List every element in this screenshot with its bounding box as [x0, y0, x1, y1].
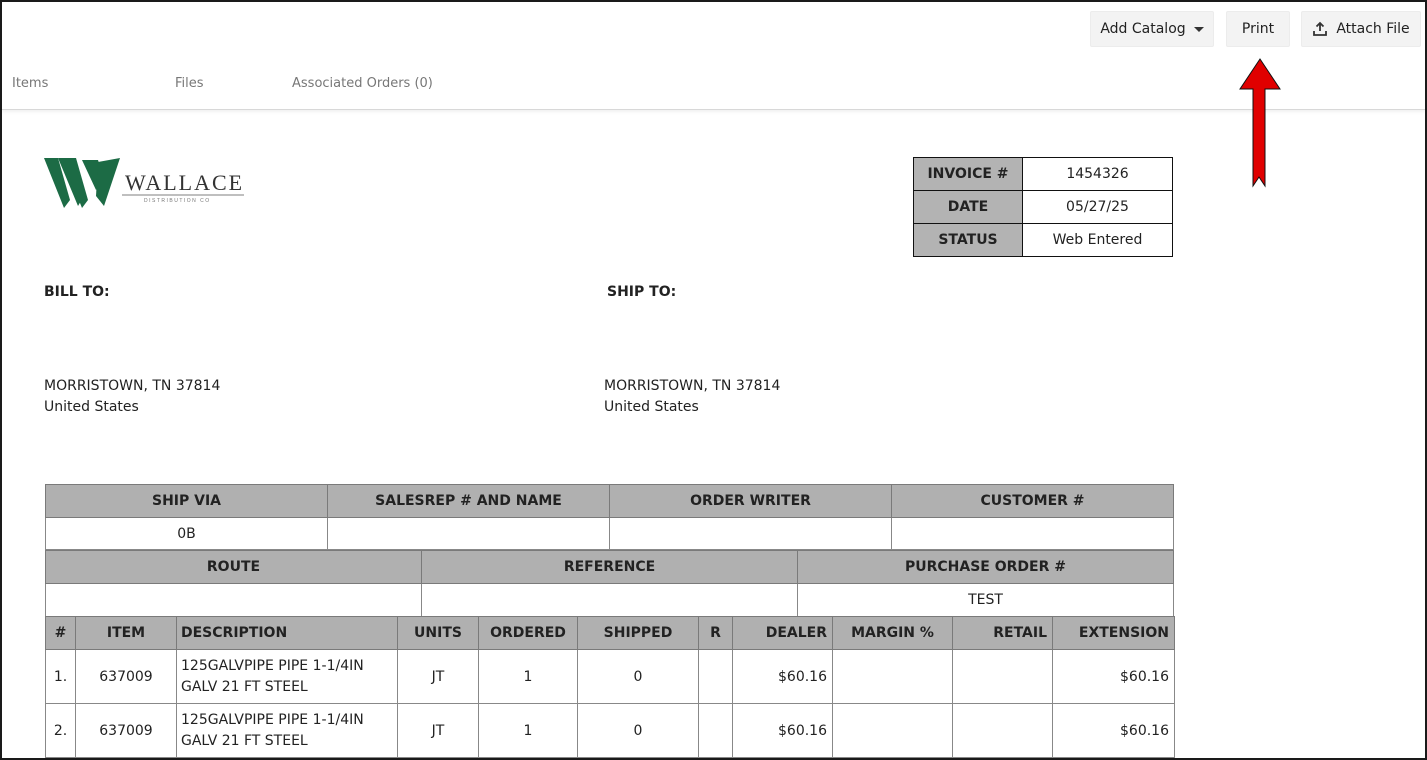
table-row	[46, 650, 1175, 704]
attach-file-button[interactable]	[1301, 11, 1421, 47]
reference-table	[45, 550, 1174, 617]
row-retail	[953, 704, 1053, 758]
salesrep-header: SALESREP # AND NAME	[328, 485, 610, 518]
row-r	[699, 650, 733, 704]
row-number: 1.	[46, 650, 76, 704]
row-description-line2: GALV 21 FT STEEL	[181, 678, 308, 695]
col-margin-header: MARGIN %	[833, 617, 953, 650]
bill-to-line1: MORRISTOWN, TN 37814	[44, 378, 221, 394]
col-units-header: UNITS	[398, 617, 479, 650]
col-number-header: #	[46, 617, 76, 650]
print-button[interactable]	[1226, 11, 1290, 47]
order-writer-header: ORDER WRITER	[610, 485, 892, 518]
row-r	[699, 704, 733, 758]
row-ordered: 1	[479, 650, 578, 704]
row-extension: $60.16	[1053, 704, 1175, 758]
add-catalog-label: Add Catalog	[1100, 21, 1186, 37]
col-extension-header: EXTENSION	[1053, 617, 1175, 650]
caret-down-icon	[1194, 27, 1204, 32]
toolbar	[2, 2, 1425, 110]
bill-to-address	[44, 376, 220, 418]
customer-number-value	[892, 518, 1174, 550]
bill-to-line2: United States	[44, 399, 139, 415]
row-item: 637009	[76, 704, 177, 758]
row-margin	[833, 704, 953, 758]
row-description-line1: 125GALVPIPE PIPE 1-1/4IN	[181, 711, 364, 728]
status-value: Web Entered	[1023, 224, 1173, 257]
row-retail	[953, 650, 1053, 704]
items-table	[45, 616, 1175, 758]
col-item-header: ITEM	[76, 617, 177, 650]
invoice-number-value: 1454326	[1023, 158, 1173, 191]
col-ordered-header: ORDERED	[479, 617, 578, 650]
row-description	[177, 704, 398, 758]
row-number: 2.	[46, 704, 76, 758]
row-shipped: 0	[578, 704, 699, 758]
ship-via-value: 0B	[46, 518, 328, 550]
annotation-arrow-icon	[1238, 58, 1282, 188]
purchase-order-value: TEST	[798, 584, 1174, 617]
date-value: 05/27/25	[1023, 191, 1173, 224]
row-extension: $60.16	[1053, 650, 1175, 704]
ship-to-address	[604, 376, 780, 418]
row-description-line2: GALV 21 FT STEEL	[181, 732, 308, 749]
reference-value	[422, 584, 798, 617]
row-dealer: $60.16	[733, 704, 833, 758]
row-item: 637009	[76, 650, 177, 704]
col-r-header: R	[699, 617, 733, 650]
row-description	[177, 650, 398, 704]
bill-to-label: BILL TO:	[44, 284, 110, 300]
row-ordered: 1	[479, 704, 578, 758]
status-label: STATUS	[914, 224, 1023, 257]
date-label: DATE	[914, 191, 1023, 224]
ship-to-label: SHIP TO:	[607, 284, 677, 300]
table-row	[46, 704, 1175, 758]
print-label: Print	[1241, 21, 1275, 37]
invoice-number-label: INVOICE #	[914, 158, 1023, 191]
tab-associated-orders[interactable]: Associated Orders (0)	[292, 76, 433, 91]
route-header: ROUTE	[46, 551, 422, 584]
shipping-table	[45, 484, 1174, 550]
attach-file-label: Attach File	[1336, 21, 1410, 37]
col-dealer-header: DEALER	[733, 617, 833, 650]
purchase-order-header: PURCHASE ORDER #	[798, 551, 1174, 584]
invoice-info-table	[913, 157, 1173, 257]
tab-files[interactable]: Files	[175, 76, 204, 91]
col-description-header: DESCRIPTION	[177, 617, 398, 650]
row-units: JT	[398, 704, 479, 758]
ship-via-header: SHIP VIA	[46, 485, 328, 518]
row-description-line1: 125GALVPIPE PIPE 1-1/4IN	[181, 657, 364, 674]
wallace-logo	[44, 156, 254, 212]
col-shipped-header: SHIPPED	[578, 617, 699, 650]
ship-to-line1: MORRISTOWN, TN 37814	[604, 378, 781, 394]
row-margin	[833, 650, 953, 704]
col-retail-header: RETAIL	[953, 617, 1053, 650]
logo-subtitle: DISTRIBUTION CO	[144, 198, 211, 204]
row-shipped: 0	[578, 650, 699, 704]
row-units: JT	[398, 650, 479, 704]
reference-header: REFERENCE	[422, 551, 798, 584]
order-writer-value	[610, 518, 892, 550]
row-dealer: $60.16	[733, 650, 833, 704]
tab-items[interactable]: Items	[12, 76, 49, 91]
salesrep-value	[328, 518, 610, 550]
logo-name: WALLACE	[125, 170, 245, 195]
route-value	[46, 584, 422, 617]
upload-icon	[1312, 21, 1328, 37]
ship-to-line2: United States	[604, 399, 699, 415]
customer-number-header: CUSTOMER #	[892, 485, 1174, 518]
add-catalog-button[interactable]	[1090, 11, 1214, 47]
